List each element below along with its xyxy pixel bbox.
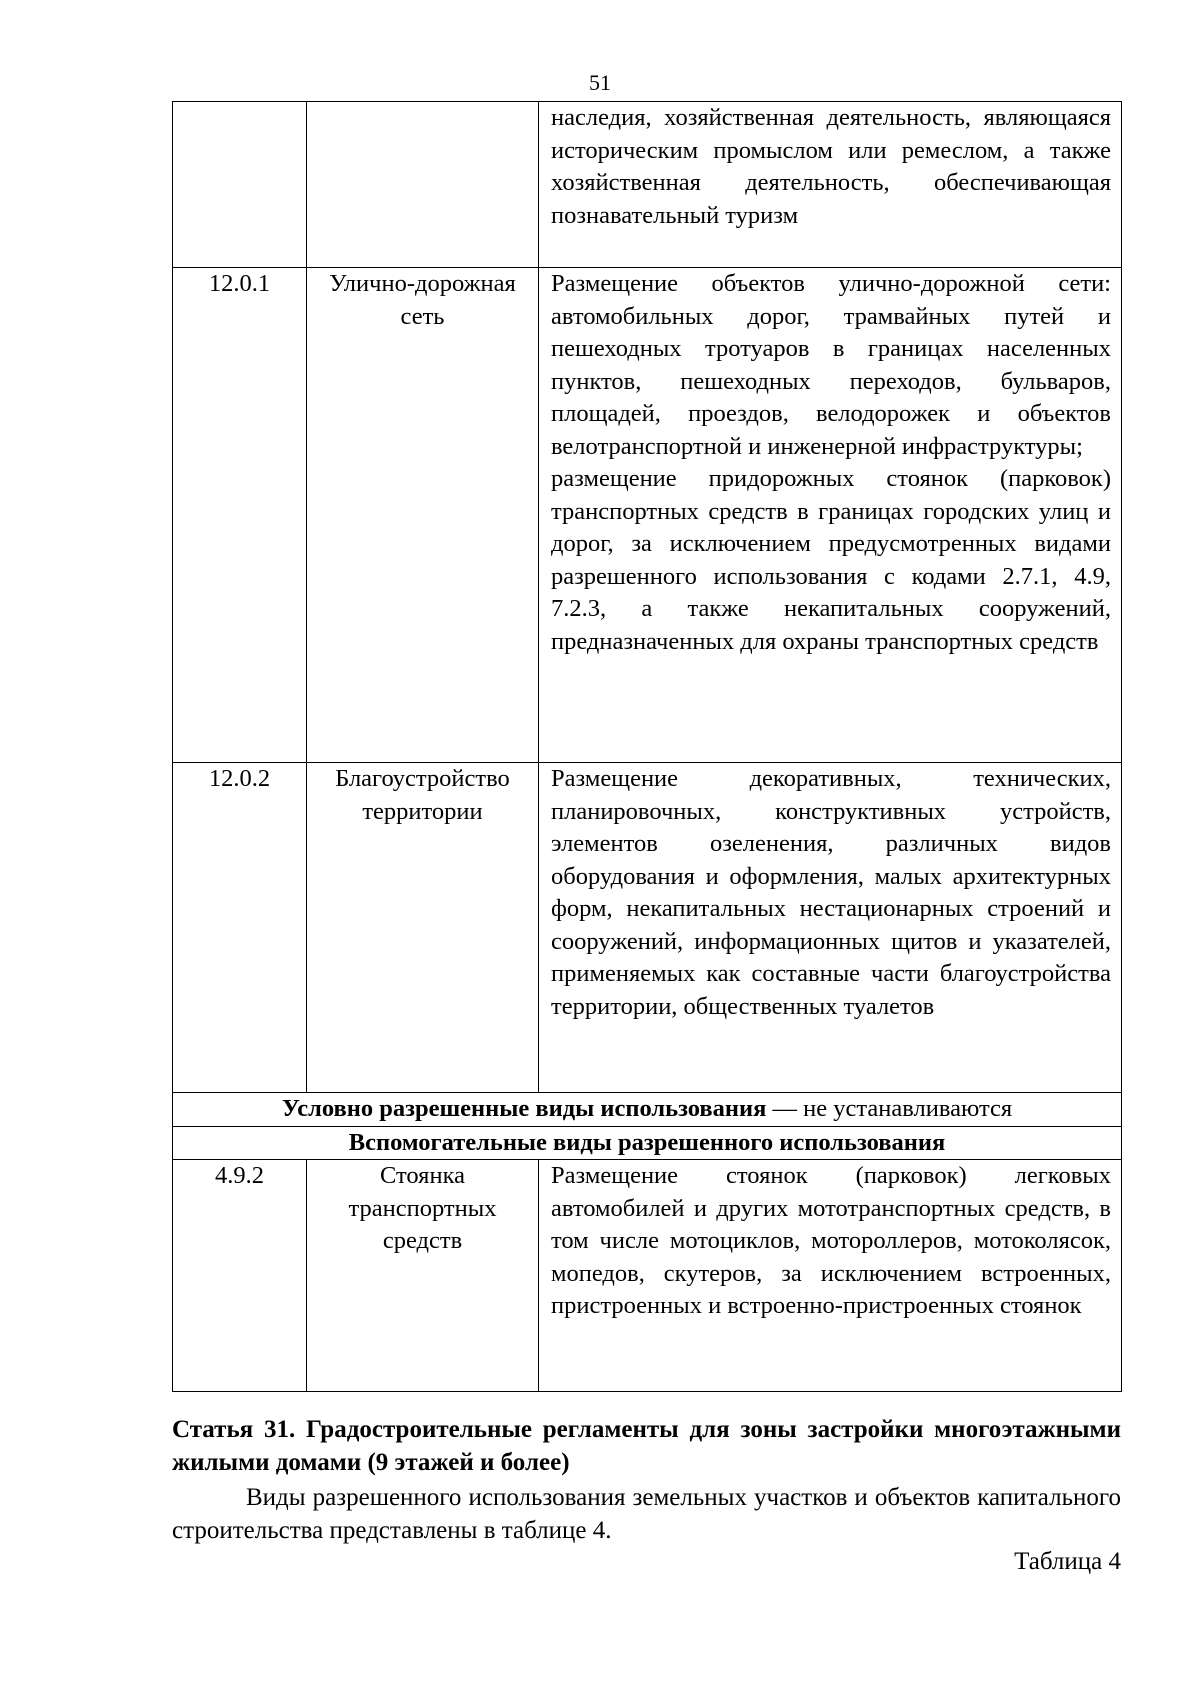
body-paragraph: Виды разрешенного использования земельных участков и объектов капитального строительства представлены в таблице 4. <box>172 1484 1121 1544</box>
name-cell: Стоянка транспортных средств <box>307 1160 539 1392</box>
description-cell <box>539 102 1122 268</box>
conditional-uses-note: — не устанавливаются <box>766 1095 1013 1122</box>
description-text: размещение придорожных стоянок (парковок) транспортных средств в границах городских улиц и дорог, за исключением предусмотренных видами разрешенного использования с кодами 2.7.1, 4.9, 7.2.3, а также некапитальных сооружений, предназначенных для охраны транспортных средств <box>551 465 1111 655</box>
table-row <box>173 268 1122 763</box>
code-cell: 4.9.2 <box>173 1160 307 1392</box>
code-cell <box>173 102 307 268</box>
name-cell <box>307 102 539 268</box>
description-text: Размещение декоративных, технических, планировочных, конструктивных устройств, элементов озеленения, различных видов оборудования и оформления, малых архитектурных форм, некапитальных нестационарных строений и сооружений, информационных щитов и указателей, применяемых как составные части благоустройства территории, общественных туалетов <box>551 765 1111 1020</box>
table-row <box>173 763 1122 1093</box>
land-use-table <box>172 101 1122 1392</box>
table-row <box>173 1160 1122 1392</box>
description-cell <box>539 268 1122 763</box>
description-text: Размещение объектов улично-дорожной сети: автомобильных дорог, трамвайных путей и пешеходных тротуаров в границах населенных пунктов, пешеходных переходов, бульваров, площадей, проездов, велодорожек и объектов велотранспортной и инженерной инфраструктуры; <box>551 270 1111 460</box>
table-row <box>173 102 1122 268</box>
table-label: Таблица 4 <box>1014 1548 1121 1575</box>
conditional-uses-header <box>173 1093 1122 1127</box>
conditional-uses-title: Условно разрешенные виды использования <box>281 1095 767 1122</box>
name-cell: Улично-дорожная сеть <box>307 268 539 763</box>
description-text: Размещение стоянок (парковок) легковых автомобилей и других мототранспортных средств, в том числе мотоциклов, мотороллеров, мотоколясок, мопедов, скутеров, за исключением встроенных, пристроенных и встроенно-пристроенных стоянок <box>551 1162 1111 1319</box>
auxiliary-uses-header: Вспомогательные виды разрешенного использования <box>173 1126 1122 1160</box>
name-cell: Благоустройство территории <box>307 763 539 1093</box>
auxiliary-uses-header-row <box>173 1126 1122 1160</box>
code-cell: 12.0.1 <box>173 268 307 763</box>
article-title: Статья 31. Градостроительные регламенты для зоны застройки многоэтажными жилыми домами (9 этажей и более) <box>172 1416 1121 1476</box>
conditional-uses-header-row <box>173 1093 1122 1127</box>
page-number: 51 <box>589 70 611 95</box>
description-cell <box>539 1160 1122 1392</box>
description-text: наследия, хозяйственная деятельность, являющаяся историческим промыслом или ремеслом, а также хозяйственная деятельность, обеспечивающая познавательный туризм <box>551 104 1111 229</box>
code-cell: 12.0.2 <box>173 763 307 1093</box>
description-cell <box>539 763 1122 1093</box>
